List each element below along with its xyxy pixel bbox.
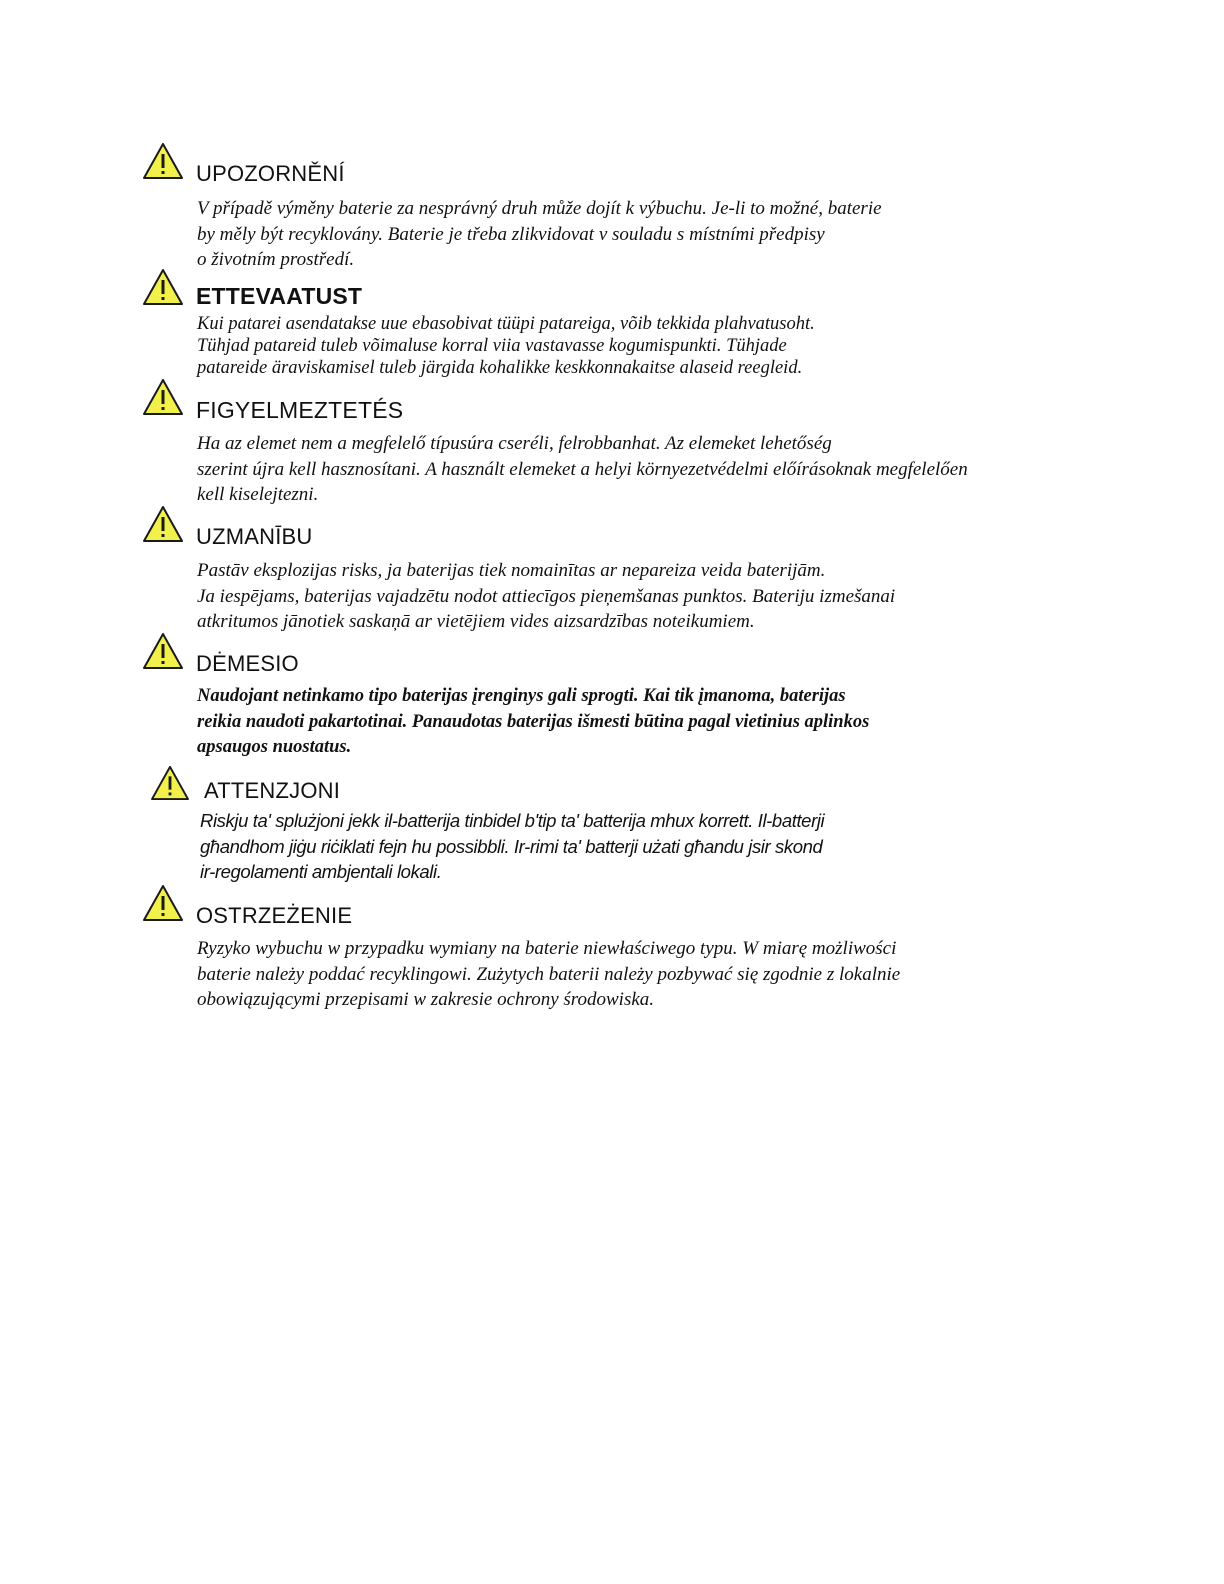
warning-title: DĖMESIO xyxy=(196,651,299,676)
warning-text xyxy=(197,684,1037,761)
warning-text-line: atkritumos jānotiek saskaņā ar vietējiem vides aizsardzības noteikumiem. xyxy=(197,611,755,632)
warning-triangle-icon xyxy=(142,632,184,670)
warning-title: FIGYELMEZTETÉS xyxy=(196,397,404,423)
warning-text-line: szerint újra kell hasznosítani. A használt elemeket a helyi környezetvédelmi előírásoknak megfelelően xyxy=(197,458,968,480)
warning-title: UZMANĪBU xyxy=(196,524,313,549)
warning-title: ATTENZJONI xyxy=(204,778,341,803)
warning-triangle-icon xyxy=(150,765,190,801)
warning-title: ETTEVAATUST xyxy=(196,283,363,309)
warning-text-line: apsaugos nuostatus. xyxy=(197,737,352,757)
warning-text-line: V případě výměny baterie za nesprávný druh může dojít k výbuchu. Je-li to možné, baterie xyxy=(197,198,882,219)
warning-title: OSTRZEŻENIE xyxy=(196,903,353,928)
warning-text-line: Tühjad patareid tuleb võimaluse korral viia vastavasse kogumispunkti. Tühjade xyxy=(197,336,787,356)
warning-triangle-icon xyxy=(142,505,184,543)
warning-text-line: kell kiselejtezni. xyxy=(197,484,319,505)
warning-text-line: Riskju ta' splużjoni jekk il-batterija tinbidel b'tip ta' batterija mhux korrett. Il-batterji xyxy=(200,810,825,831)
warning-text-line: Ja iespējams, baterijas vajadzētu nodot attiecīgos pieņemšanas punktos. Bateriju izmešanai xyxy=(197,585,896,607)
warning-triangle-icon xyxy=(142,884,184,922)
warning-text xyxy=(200,808,1040,885)
warning-text-line: reikia naudoti pakartotinai. Panaudotas baterijas išmesti būtina pagal vietinius aplinkos xyxy=(197,711,870,732)
warning-text xyxy=(197,558,1037,635)
warning-text-line: by měly být recyklovány. Baterie je třeba zlikvidovat v souladu s místními předpisy xyxy=(197,223,825,245)
warning-title: UPOZORNĚNÍ xyxy=(196,161,345,186)
warning-text-line: Naudojant netinkamo tipo baterijas įrenginys gali sprogti. Kai tik įmanoma, baterijas xyxy=(197,686,846,706)
warning-text-line: Ryzyko wybuchu w przypadku wymiany na baterie niewłaściwego typu. W miarę możliwości xyxy=(197,938,897,959)
warning-text-line: għandhom jiġu riċiklati fejn hu possibbli. Ir-rimi ta' batterji użati għandu jsir skond xyxy=(200,835,823,857)
warning-triangle-icon xyxy=(142,142,184,180)
warning-text-line: obowiązującymi przepisami w zakresie ochrony środowiska. xyxy=(197,989,655,1010)
warning-text xyxy=(197,313,1037,379)
warning-triangle-icon xyxy=(142,378,184,416)
warning-text-line: Ha az elemet nem a megfelelő típusúra cseréli, felrobbanhat. Az elemeket lehetőség xyxy=(197,433,832,454)
warning-text-line: baterie należy poddać recyklingowi. Zużytych baterii należy pozbywać się zgodnie z lokalnie xyxy=(197,963,901,985)
warning-text xyxy=(197,431,1037,508)
warning-text xyxy=(197,196,1037,273)
warning-text-line: Pastāv eksplozijas risks, ja baterijas tiek nomainītas ar nepareiza veida baterijām. xyxy=(197,560,826,581)
warning-triangle-icon xyxy=(142,268,184,306)
warning-text-line: o životním prostředí. xyxy=(197,249,355,270)
warning-text-line: ir-regolamenti ambjentali lokali. xyxy=(200,861,442,882)
warning-text-line: patareide äraviskamisel tuleb järgida kohalikke keskkonnakaitse alaseid reegleid. xyxy=(197,358,803,378)
warning-text xyxy=(197,936,1077,1013)
warning-text-line: Kui patarei asendatakse uue ebasobivat tüüpi patareiga, võib tekkida plahvatusoht. xyxy=(197,314,815,334)
